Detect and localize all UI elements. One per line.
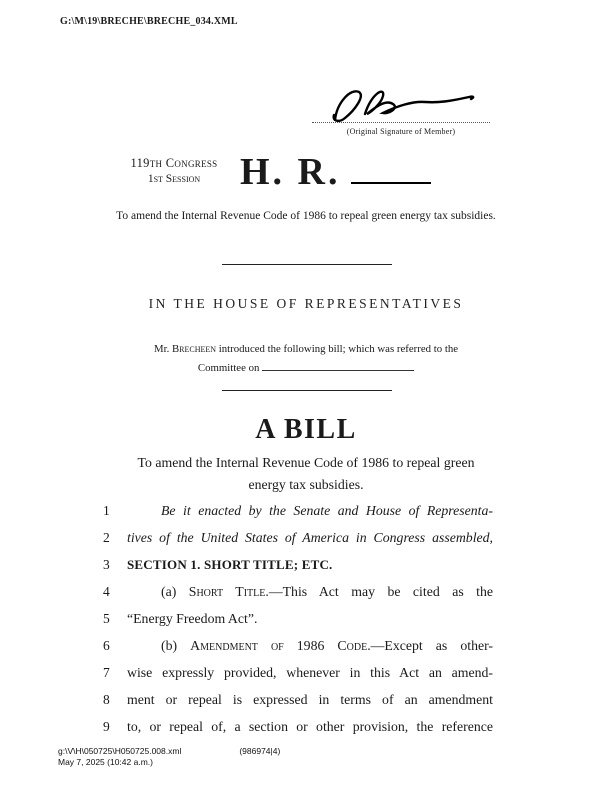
line-number: 1 [103,503,110,518]
introduction-paragraph [96,340,516,378]
source-file-path: G:\M\19\BRECHE\BRECHE_034.XML [60,16,238,27]
separator-rule-top [222,264,392,265]
introduction-text: introduced the following bill; which was referred to the [216,343,459,355]
body-line [103,660,515,687]
signature-caption: (Original Signature of Member) [346,127,456,136]
line-text: SECTION 1. SHORT TITLE; ETC. [127,557,333,572]
line-number: 2 [103,530,110,545]
signature-rule [312,122,490,123]
committee-label: Committee on [197,361,263,374]
line-text: (a) Short Title.—This Act may be cited as the [161,584,493,599]
sponsor-prefix: Mr. [153,343,172,355]
line-number: 7 [103,665,110,680]
footer-file-path: g:\V\H\050725\H050725.008.xml [58,746,182,756]
body-line [103,525,515,552]
bill-heading: A BILL [255,414,357,445]
congress-number: 119th Congress [130,156,218,170]
member-signature-icon [321,80,481,126]
signature-block [312,80,490,136]
footer-file-row [58,746,280,757]
page-footer [58,746,280,768]
body-line [103,552,515,579]
bill-number-row [240,150,431,194]
official-title: To amend the Internal Revenue Code of 1986 to repeal green energy tax subsidies. [116,210,496,222]
line-text: “Energy Freedom Act”. [127,611,258,626]
session-number: 1st Session [147,172,201,185]
line-number: 6 [103,638,110,653]
body-line [103,606,515,633]
body-line [103,498,515,525]
body-line [103,687,515,714]
line-text: ment or repeal is expressed in terms of an amendment [127,692,493,707]
line-text: wise expressly provided, whenever in this Act an amend- [127,665,493,680]
line-number: 8 [103,692,110,707]
body-line [103,579,515,606]
chamber-heading: IN THE HOUSE OF REPRESENTATIVES [148,296,464,311]
sponsor-name: Brecheen [171,343,217,355]
bill-number-blank [351,152,431,184]
line-text: to, or repeal of, a section or other provision, the reference [127,719,493,734]
line-number: 4 [103,584,110,599]
body-line [103,633,515,660]
line-number: 5 [103,611,110,626]
line-text: Be it enacted by the Senate and House of Representa- [161,503,493,518]
line-number: 3 [103,557,110,572]
bill-body [103,498,515,741]
bill-title: To amend the Internal Revenue Code of 1986 to repeal green energy tax subsidies. [137,455,475,493]
footer-code: (986974|4) [239,746,281,756]
bill-type: H. R. [240,151,341,193]
line-text: tives of the United States of America in Congress assembled, [127,530,493,545]
footer-date: May 7, 2025 (10:42 a.m.) [58,757,153,768]
body-line [103,714,515,741]
line-text: (b) Amendment of 1986 Code.—Except as other- [161,638,494,653]
line-number: 9 [103,719,110,734]
committee-blank [262,361,414,371]
separator-rule-bottom [222,390,392,391]
congress-session-block [118,156,230,186]
